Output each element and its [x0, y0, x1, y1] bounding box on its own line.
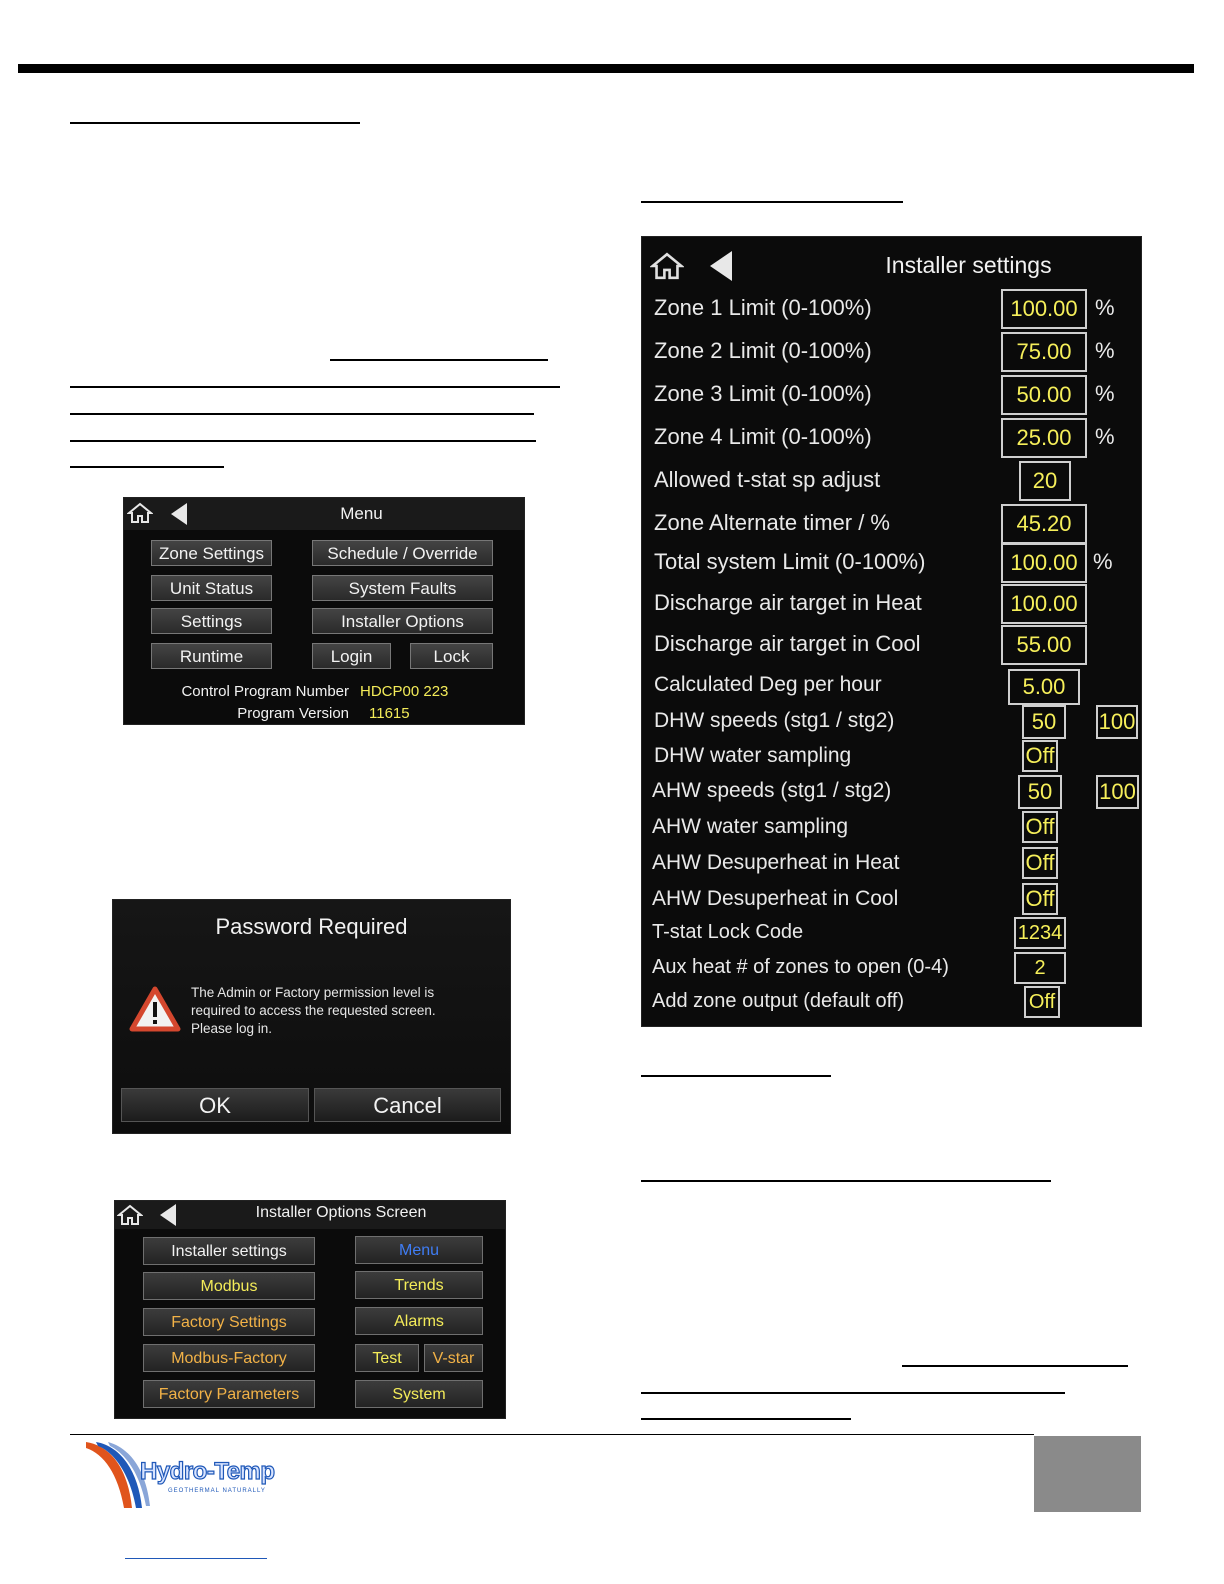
setting-label: DHW speeds (stg1 / stg2): [654, 709, 895, 732]
ahw-speed-stg2-field[interactable]: 100: [1096, 775, 1139, 809]
setting-label: Zone 1 Limit (0-100%): [654, 295, 872, 320]
system-faults-button[interactable]: System Faults: [312, 575, 493, 601]
footer-rule: [70, 1434, 1034, 1435]
add-zone-output-toggle[interactable]: Off: [1024, 986, 1060, 1018]
schedule-override-button[interactable]: Schedule / Override: [312, 540, 493, 566]
unit-label: %: [1095, 424, 1115, 449]
setting-label: AHW speeds (stg1 / stg2): [652, 779, 892, 802]
text-underline: [641, 1418, 851, 1420]
section-heading-underline: [641, 1075, 831, 1077]
menu-title: Menu: [340, 504, 383, 523]
unit-label: %: [1095, 338, 1115, 363]
ahw-sampling-toggle[interactable]: Off: [1022, 811, 1058, 843]
tstat-sp-adjust-field[interactable]: 20: [1019, 461, 1071, 501]
setting-label: Allowed t-stat sp adjust: [654, 467, 881, 492]
trends-button[interactable]: Trends: [355, 1271, 483, 1299]
ok-button[interactable]: OK: [121, 1088, 309, 1122]
warning-icon: [129, 986, 181, 1032]
program-number-label: Control Program Number: [181, 683, 349, 700]
setting-label: Add zone output (default off): [652, 990, 905, 1012]
dialog-message: [191, 984, 436, 1038]
zone4-limit-field[interactable]: 25.00: [1001, 418, 1087, 458]
discharge-heat-field[interactable]: 100.00: [1001, 584, 1087, 624]
unit-label: %: [1095, 381, 1115, 406]
cancel-button[interactable]: Cancel: [314, 1088, 501, 1122]
home-icon[interactable]: [117, 1204, 143, 1226]
zone2-limit-field[interactable]: 75.00: [1001, 332, 1087, 372]
text-underline: [641, 1180, 1051, 1182]
zone1-limit-field[interactable]: 100.00: [1001, 289, 1087, 329]
logo-tagline: GEOTHERMAL NATURALLY: [168, 1488, 266, 1494]
settings-button[interactable]: Settings: [151, 608, 272, 634]
dialog-message-line: The Admin or Factory permission level is: [191, 985, 435, 1000]
modbus-factory-button[interactable]: Modbus-Factory: [143, 1344, 315, 1372]
tstat-lock-code-field[interactable]: 1234: [1014, 917, 1066, 949]
hydro-temp-logo: [84, 1440, 284, 1512]
back-arrow-icon[interactable]: [710, 251, 732, 281]
unit-status-button[interactable]: Unit Status: [151, 575, 272, 601]
text-underline: [70, 466, 224, 468]
unit-label: %: [1093, 549, 1113, 574]
ahw-speed-stg1-field[interactable]: 50: [1018, 775, 1062, 809]
ahw-desuperheat-heat-toggle[interactable]: Off: [1022, 847, 1058, 879]
header-rule: [18, 64, 1194, 73]
menu-button[interactable]: Menu: [355, 1236, 483, 1264]
text-underline: [70, 413, 534, 415]
text-underline: [641, 1392, 1065, 1394]
setting-label: Zone 4 Limit (0-100%): [654, 424, 872, 449]
menu-screen: [123, 497, 525, 725]
dhw-speed-stg2-field[interactable]: 100: [1096, 705, 1138, 739]
settings-title: Installer settings: [885, 252, 1052, 278]
setting-label: Calculated Deg per hour: [654, 673, 882, 696]
aux-heat-zones-field[interactable]: 2: [1014, 952, 1066, 984]
installer-settings-button[interactable]: Installer settings: [143, 1237, 315, 1265]
discharge-cool-field[interactable]: 55.00: [1001, 625, 1087, 665]
options-title: Installer Options Screen: [255, 1204, 427, 1221]
zone3-limit-field[interactable]: 50.00: [1001, 375, 1087, 415]
modbus-button[interactable]: Modbus: [143, 1272, 315, 1300]
setting-label: Zone 3 Limit (0-100%): [654, 381, 872, 406]
dialog-title: Password Required: [215, 914, 408, 939]
zone-settings-button[interactable]: Zone Settings: [151, 540, 272, 566]
unit-label: %: [1095, 295, 1115, 320]
lock-button[interactable]: Lock: [410, 643, 493, 669]
setting-label: AHW water sampling: [652, 815, 849, 838]
factory-parameters-button[interactable]: Factory Parameters: [143, 1380, 315, 1408]
ahw-desuperheat-cool-toggle[interactable]: Off: [1022, 883, 1058, 915]
program-version-value: 11615: [369, 705, 410, 722]
setting-label: Zone 2 Limit (0-100%): [654, 338, 872, 363]
dhw-sampling-toggle[interactable]: Off: [1022, 740, 1058, 772]
text-underline: [330, 359, 548, 361]
installer-settings-screen: [641, 236, 1142, 1027]
zone-alternate-timer-field[interactable]: 45.20: [1001, 504, 1087, 544]
factory-settings-button[interactable]: Factory Settings: [143, 1308, 315, 1336]
setting-label: T-stat Lock Code: [652, 921, 804, 943]
page-number-box: [1034, 1436, 1141, 1512]
setting-label: AHW Desuperheat in Heat: [652, 851, 900, 874]
setting-label: AHW Desuperheat in Cool: [652, 887, 899, 910]
section-heading-underline: [70, 122, 360, 124]
test-button[interactable]: Test: [355, 1344, 419, 1372]
system-button[interactable]: System: [355, 1380, 483, 1408]
dialog-message-line: Please log in.: [191, 1021, 273, 1036]
dhw-speed-stg1-field[interactable]: 50: [1022, 705, 1066, 739]
section-heading-underline: [641, 201, 903, 203]
alarms-button[interactable]: Alarms: [355, 1307, 483, 1335]
setting-label: Aux heat # of zones to open (0-4): [652, 956, 949, 978]
text-underline: [70, 440, 536, 442]
setting-label: Discharge air target in Cool: [654, 631, 921, 656]
setting-label: Total system Limit (0-100%): [654, 549, 926, 574]
home-icon[interactable]: [650, 251, 684, 281]
text-underline: [902, 1365, 1128, 1367]
setting-label: Zone Alternate timer / %: [654, 510, 890, 535]
dialog-message-line: required to access the requested screen.: [191, 1003, 436, 1018]
deg-per-hour-field[interactable]: 5.00: [1008, 669, 1080, 705]
installer-options-button[interactable]: Installer Options: [312, 608, 493, 634]
total-system-limit-field[interactable]: 100.00: [1001, 543, 1087, 583]
installer-options-screen: [114, 1200, 506, 1419]
text-underline: [70, 386, 560, 388]
runtime-button[interactable]: Runtime: [151, 643, 272, 669]
program-version-label: Program Version: [237, 705, 349, 722]
back-arrow-icon[interactable]: [171, 503, 187, 525]
login-button[interactable]: Login: [312, 643, 391, 669]
back-arrow-icon[interactable]: [160, 1204, 176, 1226]
program-number-value: HDCP00 223: [360, 683, 449, 700]
vstar-button[interactable]: V-star: [424, 1344, 483, 1372]
footer-link-underline[interactable]: [125, 1558, 267, 1559]
logo-text: Hydro-Temp: [140, 1458, 275, 1485]
home-icon[interactable]: [127, 502, 153, 524]
password-dialog: [112, 899, 511, 1134]
setting-label: DHW water sampling: [654, 744, 852, 767]
setting-label: Discharge air target in Heat: [654, 590, 922, 615]
